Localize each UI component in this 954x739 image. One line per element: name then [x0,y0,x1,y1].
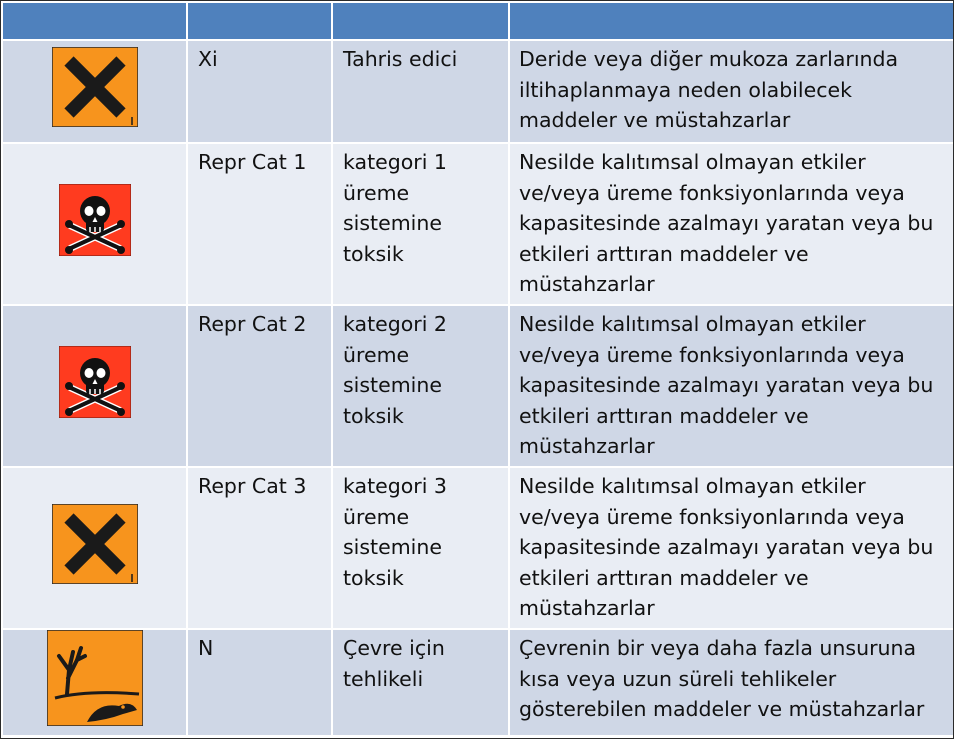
name-cell [332,40,509,143]
harmful-irritant-x-icon [52,504,138,584]
symbol-cell [2,143,187,305]
table-header-row [2,2,954,40]
harmful-irritant-x-icon [52,47,138,127]
hazard-description: Nesilde kalıtımsal olmayan etkiler ve/veya üreme fonksiyonlarında veya kapasitesinde azalmayı yaratan veya bu etkileri arttıran maddeler ve müstahzarlar [519,312,934,459]
header-cell-2 [187,2,332,40]
code-cell [187,143,332,305]
environment-dead-tree-fish-icon [47,630,143,726]
table-row [2,467,954,629]
hazard-name: kategori 2 üreme sistemine toksik [343,312,447,428]
hazard-code: Repr Cat 2 [198,312,307,336]
table-row [2,305,954,467]
description-cell [509,305,954,467]
name-cell [332,143,509,305]
table-row [2,629,954,736]
hazard-code: N [198,636,214,660]
header-cell-3 [332,2,509,40]
symbol-cell [2,629,187,736]
code-cell [187,629,332,736]
hazard-code: Repr Cat 3 [198,474,307,498]
hazard-description: Deride veya diğer mukoza zarlarında iltihaplanmaya neden olabilecek maddeler ve müstahzarlar [519,47,899,133]
code-cell [187,40,332,143]
hazard-symbols-table [1,1,954,737]
hazard-description: Nesilde kalıtımsal olmayan etkiler ve/veya üreme fonksiyonlarında veya kapasitesinde azalmayı yaratan veya bu etkileri arttıran maddeler ve müstahzarlar [519,150,934,297]
hazard-name: Tahris edici [343,47,458,71]
description-cell [509,629,954,736]
hazard-description: Nesilde kalıtımsal olmayan etkiler ve/veya üreme fonksiyonlarında veya kapasitesinde azalmayı yaratan veya bu etkileri arttıran maddeler ve müstahzarlar [519,474,934,621]
header-cell-1 [2,2,187,40]
description-cell [509,143,954,305]
hazard-code: Repr Cat 1 [198,150,307,174]
symbol-cell [2,40,187,143]
name-cell [332,305,509,467]
table-row [2,143,954,305]
hazard-code: Xi [198,47,218,71]
hazard-name: kategori 1 üreme sistemine toksik [343,150,447,266]
description-cell [509,40,954,143]
hazard-name: kategori 3 üreme sistemine toksik [343,474,447,590]
hazard-name: Çevre için tehlikeli [343,636,445,691]
code-cell [187,467,332,629]
name-cell [332,467,509,629]
header-cell-4 [509,2,954,40]
code-cell [187,305,332,467]
name-cell [332,629,509,736]
symbol-cell [2,467,187,629]
hazard-description: Çevrenin bir veya daha fazla unsuruna kısa veya uzun süreli tehlikeler gösterebilen maddeler ve müstahzarlar [519,636,925,722]
description-cell [509,467,954,629]
symbol-cell [2,305,187,467]
toxic-skull-crossbones-icon [59,346,131,418]
toxic-skull-crossbones-icon [59,184,131,256]
table-row [2,40,954,143]
